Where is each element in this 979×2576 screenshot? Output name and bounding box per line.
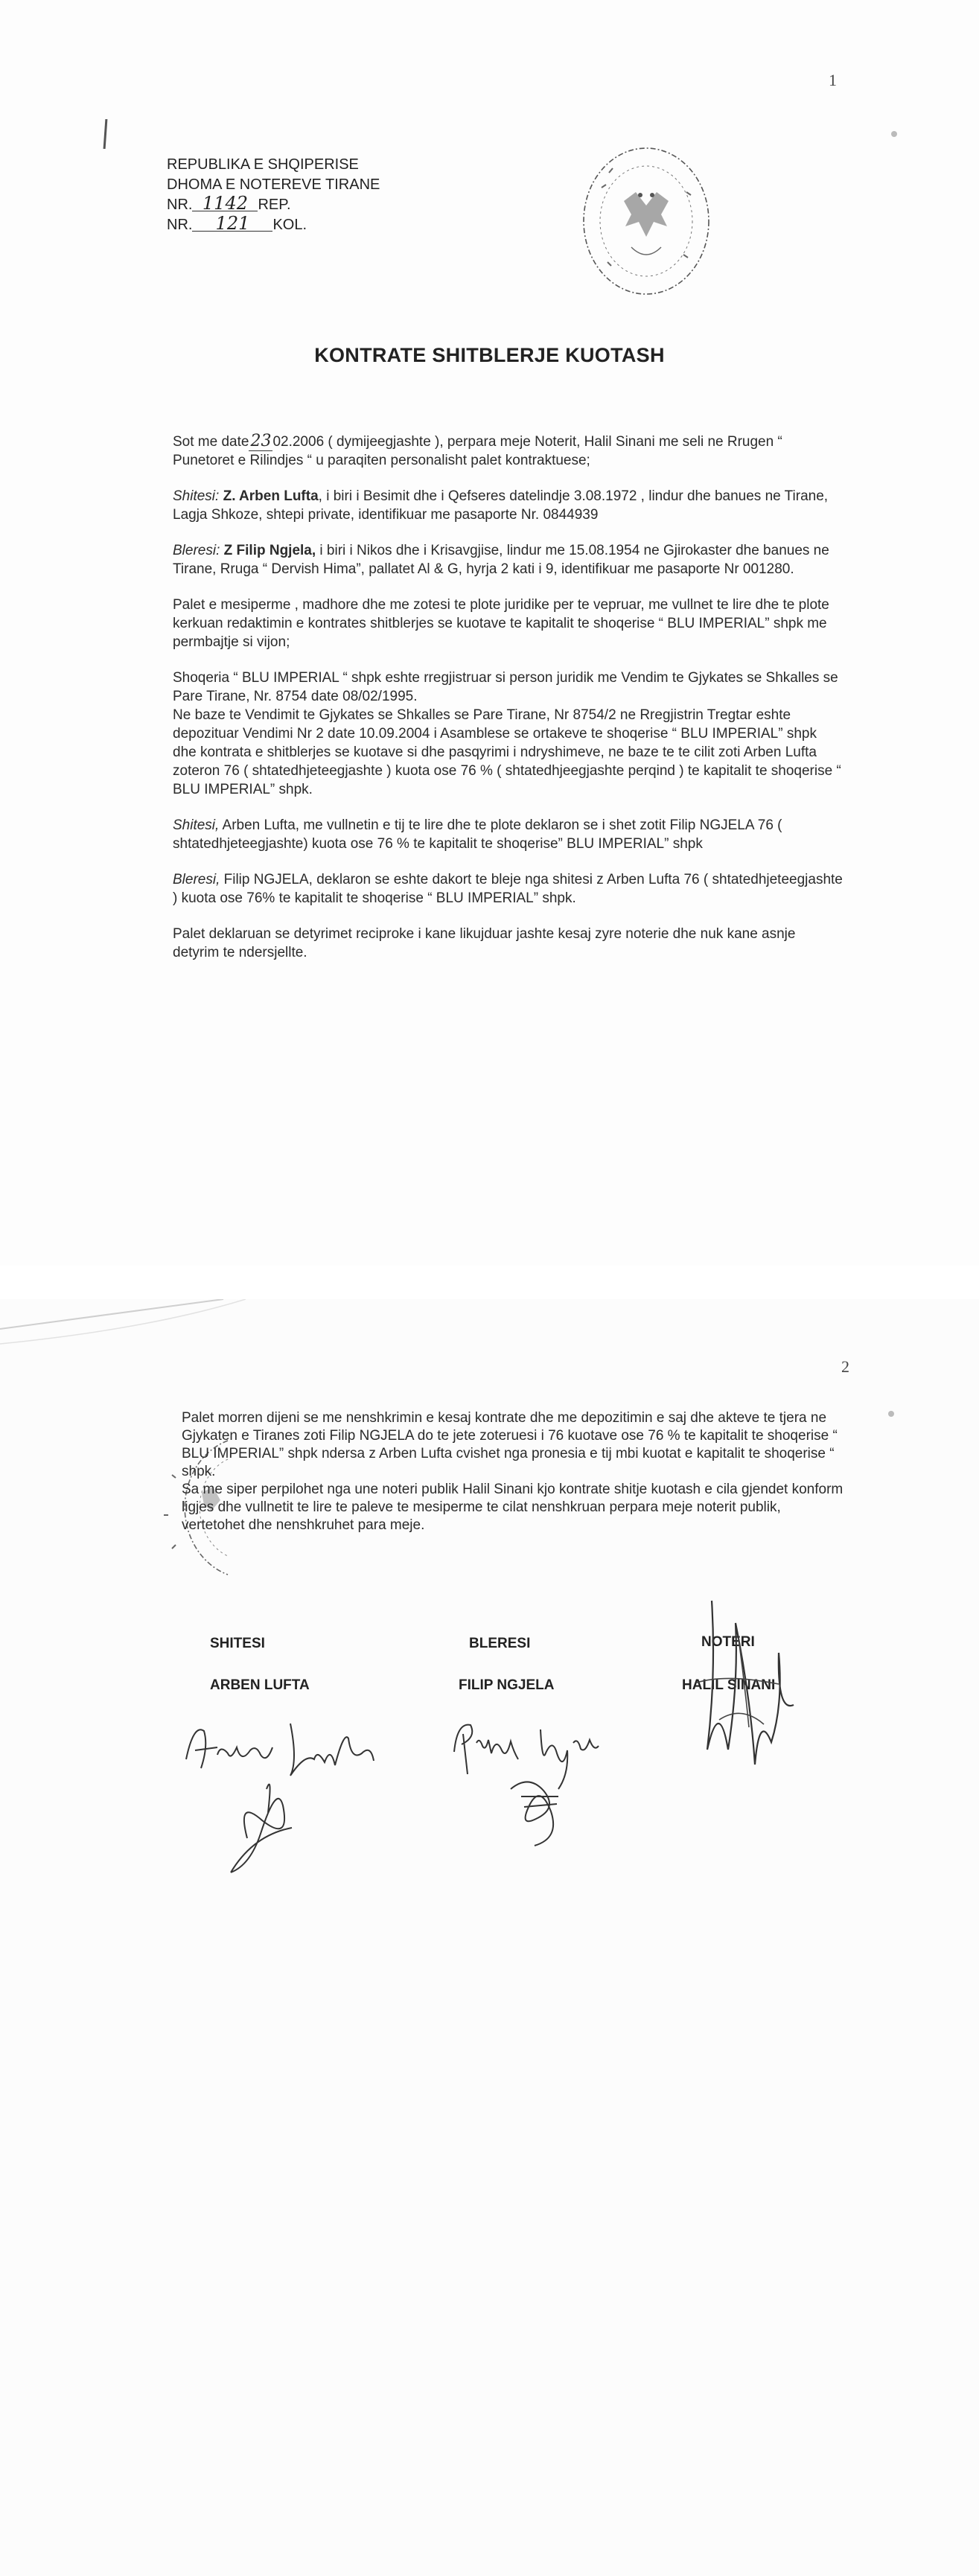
- contract-title: KONTRATE SHITBLERJE KUOTASH: [314, 344, 665, 366]
- notary-seal-icon: [579, 143, 713, 299]
- intro-paragraph: Sot me date23 02.2006 ( dymijeegjashte ), perpara meje Noterit, Halil Sinani me seli ne Rrugen “ Punetoret e Rilindjes “ u paraqiten personalisht palet kontraktuese;: [173, 432, 782, 468]
- seller-name-label: ARBEN LUFTA: [210, 1677, 310, 1693]
- notary-role-label: NOTERI: [701, 1634, 755, 1650]
- buyer-name-label: FILIP NGJELA: [459, 1677, 555, 1693]
- buyer-signature-icon: [447, 1707, 610, 1856]
- header-kol-number: NR. 121 KOL.: [167, 213, 307, 234]
- seller-paragraph: Shitesi: Z. Arben Lufta, i biri i Besimit dhe i Qefseres datelindje 3.08.1972 , lindur dhe banues ne Tirane, Lagja Shkoze, shtepi private, identifikuar me pasaporte Nr. 0844939: [173, 488, 829, 523]
- header-republic: REPUBLIKA E SHQIPERISE: [167, 156, 359, 173]
- header-rep-number: NR. 1142 REP.: [167, 193, 291, 214]
- scan-speck: [891, 131, 897, 137]
- header-chamber: DHOMA E NOTEREVE TIRANE: [167, 176, 380, 193]
- document-page-2: [0, 1299, 979, 2576]
- notary-header: [167, 155, 380, 235]
- contract-body: [173, 432, 843, 979]
- certification-paragraph: Sa me siper perpilohet nga une noteri publik Halil Sinani kjo kontrate shitje kuotash e cila gjendet konform ligjes dhe vullnetit te lire te paleve te mesiperme te cilat nenshkruan perpara meje noterit publik, vertetohet dhe nenshkruhet para meje.: [182, 1482, 844, 1533]
- seller-signature-icon: [179, 1701, 395, 1880]
- page-number: 1: [829, 71, 837, 89]
- kol-number-handwritten: 121: [192, 216, 272, 232]
- company-paragraph: Shoqeria “ BLU IMPERIAL “ shpk eshte rregjistruar si person juridik me Vendim te Gjykates se Shkalles se Pare Tirane, Nr. 8754 date 08/02/1995. Ne baze te Vendimit te Gjykates se Shkalles se Pare Tirane, Nr 8754/2 ne Rregjistrin Tregtar eshte depozituar Vendimi Nr 2 date 10.09.2004 i Asamblese se ortakeve te shoqerise “ BLU IMPERIAL” shpk dhe kontrata e shitblerjes se kuotave si dhe pasqyrimi i ndryshimeve, ne baze te te cilit zoti Arben Lufta zoteron 76 ( shtatedhjeteegjashte ) kuota ose 76 % ( shtatedhjeegjashte perqind ) te kapitalit te shoqerise “ BLU IMPERIAL” shpk.: [173, 670, 841, 797]
- closing-body: [182, 1409, 846, 1534]
- seller-declaration-paragraph: Shitesi, Arben Lufta, me vullnetin e tij te lire dhe te plote deklaron se i shet zotit Filip NGJELA 76 ( shtatedhjeteegjashte) kuota ose 76 % te kapitalit te shoqerise” BLU IMPERIAL” shpk: [173, 817, 782, 852]
- seller-role-label: SHITESI: [210, 1636, 265, 1651]
- buyer-declaration-paragraph: Bleresi, Filip NGJELA, deklaron se eshte dakort te bleje nga shitesi z Arben Lufta 76 ( shtatedhjeteegjashte ) kuota ose 76% te kapitalit te shoqerise “ BLU IMPERIAL” shpk.: [173, 872, 843, 906]
- obligations-paragraph: Palet deklaruan se detyrimet reciproke i kane likujduar jashte kesaj zyre noterie dhe nuk kane asnje detyrim te ndersjellte.: [173, 926, 796, 960]
- effect-paragraph: Palet morren dijeni se me nenshkrimin e kesaj kontrate dhe me depozitimin e saj dhe akteve te tjera ne Gjykaten e Tiranes zoti Filip NGJELA do te jete zoteruesi i 76 kuotave ose 76 % te kapitalit te shoqerise “ BLU IMPERIAL” shpk ndersa z Arben Lufta cvishet nga pronesia e tij mbi kuotat e kapitalit te shoqerise “ shpk.: [182, 1410, 838, 1479]
- notary-signature-icon: [667, 1593, 816, 1787]
- rep-number-handwritten: 1142: [192, 196, 258, 211]
- parties-paragraph: Palet e mesiperme , madhore dhe me zotesi te plote juridike per te vepruar, me vullnet te lire dhe te plote kerkuan redaktimin e kontrates shitblerjes se kuotave te kapitalit te shoqerise “ BLU IMPERIAL” shpk me permbajtje si vijon;: [173, 597, 829, 650]
- page-number: 2: [841, 1357, 849, 1376]
- margin-mark: [103, 119, 108, 149]
- date-day-handwritten: 23: [250, 432, 272, 450]
- buyer-paragraph: Bleresi: Z Filip Ngjela, i biri i Nikos dhe i Krisavgjise, lindur me 15.08.1954 ne Gjirokaster dhe banues ne Tirane, Rruga “ Dervish Hima”, pallatet Al & G, hyrja 2 kati i 9, identifikuar me pasaporte Nr 001280.: [173, 543, 829, 577]
- buyer-role-label: BLERESI: [469, 1636, 531, 1651]
- paper-fold-shadow: [0, 1299, 979, 1418]
- notary-name-label: HALIL SINANI: [682, 1677, 776, 1693]
- document-page-1: [0, 0, 979, 1266]
- scan-speck: [888, 1411, 894, 1417]
